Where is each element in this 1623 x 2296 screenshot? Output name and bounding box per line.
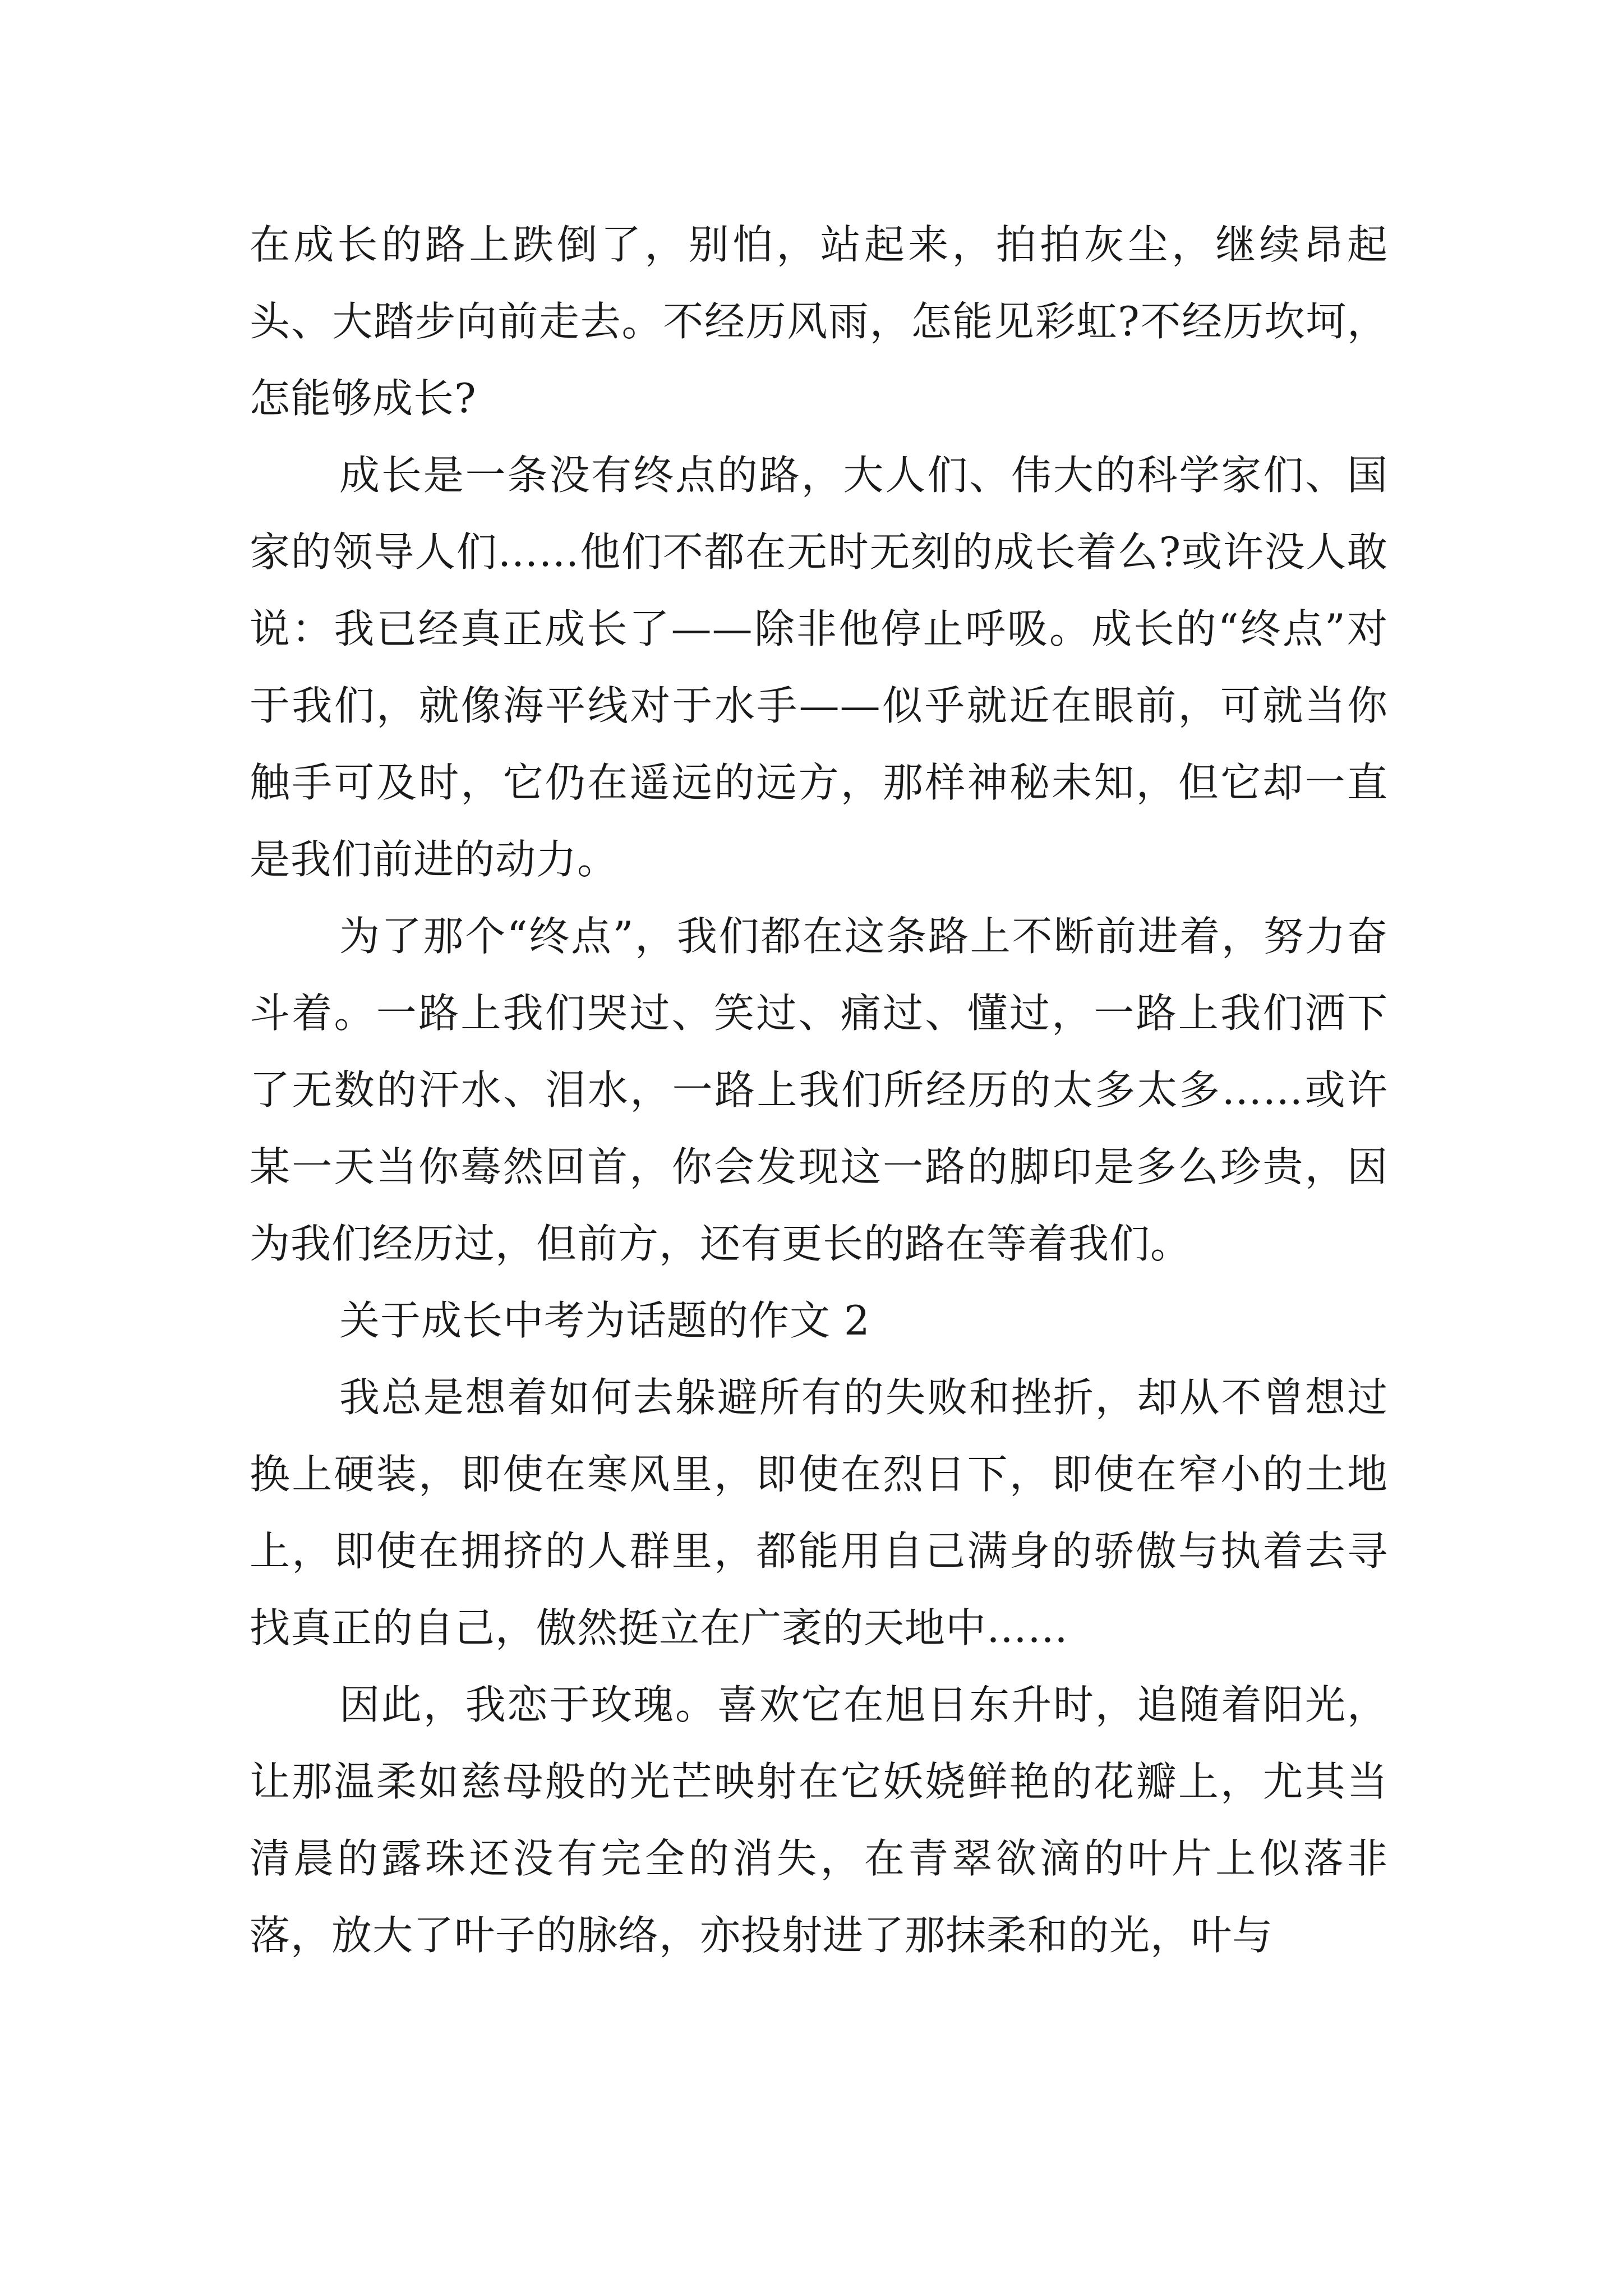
paragraph-3: 为了那个“终点”，我们都在这条路上不断前进着，努力奋斗着。一路上我们哭过、笑过、痛过、懂过，一路上我们洒下了无数的汗水、泪水，一路上我们所经历的太多太多……或许某一天当你蓦然回首，你会发现这一路的脚印是多么珍贵，因为我们经历过，但前方，还有更长的路在等着我们。 bbox=[250, 913, 1388, 1267]
paragraph-5: 因此，我恋于玫瑰。喜欢它在旭日东升时，追随着阳光，让那温柔如慈母般的光芒映射在它妖娆鲜艳的花瓣上，尤其当清晨的露珠还没有完全的消失，在青翠欲滴的叶片上似落非落，放大了叶子的脉络，亦投射进了那抹柔和的光，叶与 bbox=[250, 1681, 1388, 1959]
paragraph-4: 我总是想着如何去躲避所有的失败和挫折，却从不曾想过换上硬装，即使在寒风里，即使在烈日下，即使在窄小的土地上，即使在拥挤的人群里，都能用自己满身的骄傲与执着去寻找真正的自己，傲然挺立在广袤的天地中…… bbox=[250, 1374, 1388, 1651]
paragraph-1: 在成长的路上跌倒了，别怕，站起来，拍拍灰尘，继续昂起头、大踏步向前走去。不经历风雨，怎能见彩虹?不经历坎坷，怎能够成长? bbox=[250, 221, 1388, 422]
essay-body bbox=[250, 206, 1388, 1974]
paragraph-2: 成长是一条没有终点的路，大人们、伟大的科学家们、国家的领导人们……他们不都在无时无刻的成长着么?或许没人敢说：我已经真正成长了——除非他停止呼吸。成长的“终点”对于我们，就像海平线对于水手——似乎就近在眼前，可就当你触手可及时，它仍在遥远的远方，那样神秘未知，但它却一直是我们前进的动力。 bbox=[250, 452, 1388, 883]
section-heading: 关于成长中考为话题的作文 2 bbox=[339, 1297, 870, 1344]
